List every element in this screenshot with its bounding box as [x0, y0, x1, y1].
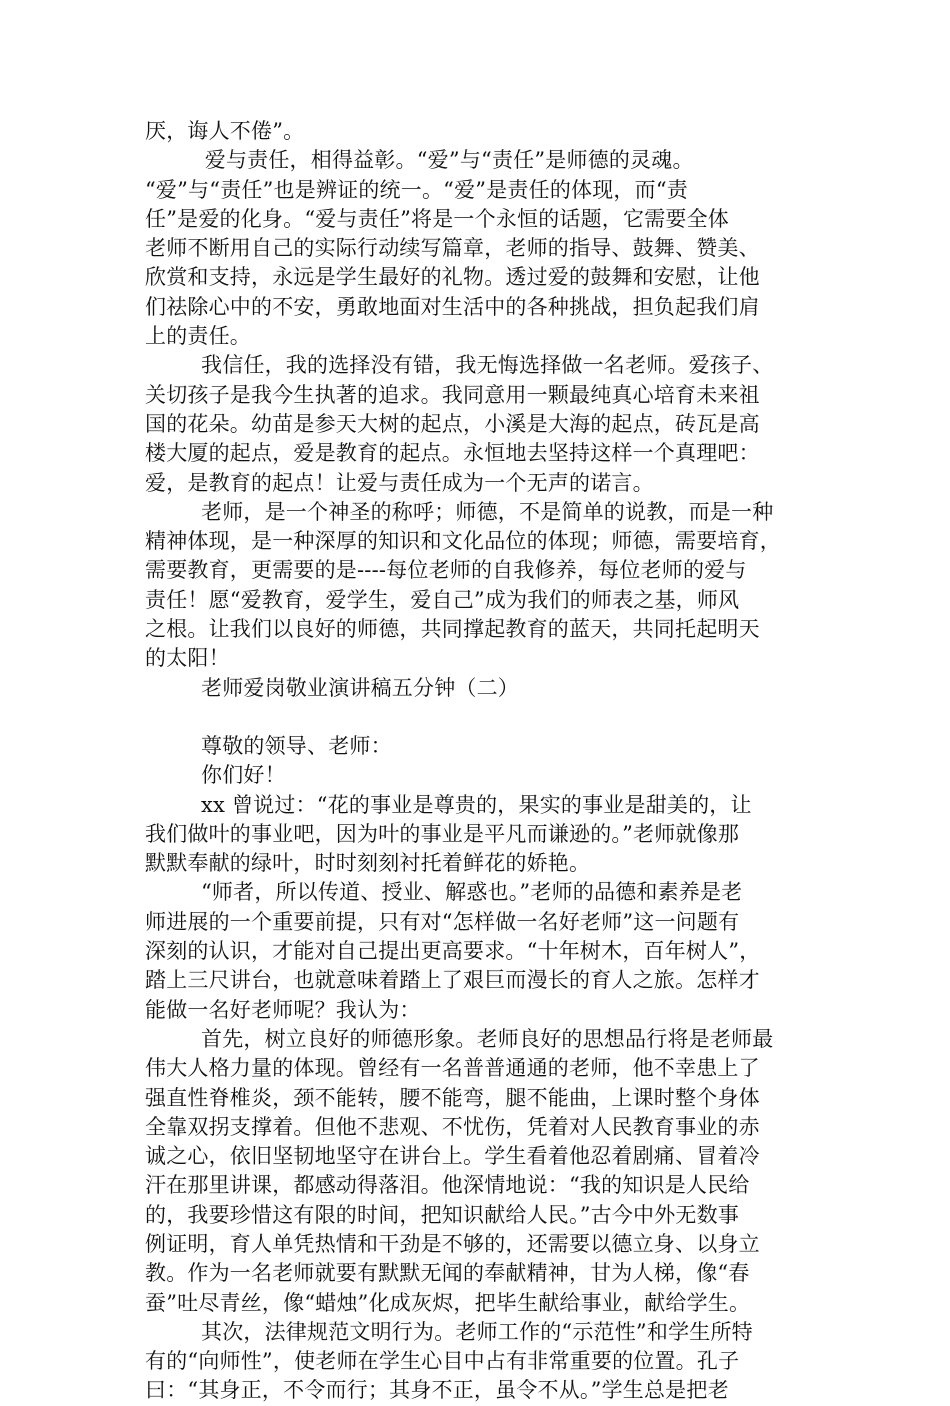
text-line: 曰：“其身正，不令而行；其身不正，虽令不从。”学生总是把老 [145, 1378, 729, 1403]
text-line: 关切孩子是我今生执著的追求。我同意用一颗最纯真心培育未来祖 [145, 382, 760, 407]
text-line: 首先，树立良好的师德形象。老师良好的思想品行将是老师最 [201, 1026, 774, 1051]
text-line: 我信任，我的选择没有错，我无悔选择做一名老师。爱孩子、 [201, 353, 774, 378]
text-line: 任”是爱的化身。“爱与责任”将是一个永恒的话题，它需要全体 [145, 206, 730, 231]
text-line: 教。作为一名老师就要有默默无闻的奉献精神，甘为人梯，像“春 [145, 1261, 750, 1286]
section-heading: 老师爱岗敬业演讲稿五分钟（二） [201, 675, 519, 700]
text-line: 需要教育，更需要的是----每位老师的自我修养，每位老师的爱与 [145, 558, 747, 583]
salutation: 尊敬的领导、老师： [201, 733, 392, 758]
text-line: 爱，是教育的起点！让爱与责任成为一个无声的诺言。 [145, 470, 654, 495]
text-line: 国的花朵。幼苗是参天大树的起点，小溪是大海的起点，砖瓦是高 [145, 411, 760, 436]
text-line: “师者，所以传道、授业、解惑也。”老师的品德和素养是老 [201, 880, 743, 905]
text-line: 伟大人格力量的体现。曾经有一名普普通通的老师，他不幸患上了 [145, 1056, 760, 1081]
text-line: 欣赏和支持，永远是学生最好的礼物。透过爱的鼓舞和安慰，让他 [145, 265, 760, 290]
text-line: xx 曾说过：“花的事业是尊贵的，果实的事业是甜美的，让 [201, 792, 752, 817]
text-line: 责任！愿“爱教育，爱学生，爱自己”成为我们的师表之基，师风 [145, 587, 740, 612]
text-line: 蚕”吐尽青丝，像“蜡烛”化成灰烬，把毕生献给事业，献给学生。 [145, 1290, 751, 1315]
text-line: 上的责任。 [145, 324, 251, 349]
text-line: 有的“向师性”，使老师在学生心目中占有非常重要的位置。孔子 [145, 1349, 740, 1374]
document-body [145, 117, 810, 1406]
text-line: 诚之心，依旧坚韧地坚守在讲台上。学生看着他忍着剧痛、冒着冷 [145, 1144, 760, 1169]
text-line: 厌，诲人不倦”。 [145, 119, 305, 143]
text-line: 其次，法律规范文明行为。老师工作的“示范性”和学生所特 [201, 1319, 753, 1344]
text-line: 老师，是一个神圣的称呼；师德，不是简单的说教，而是一种 [201, 499, 774, 524]
text-line: 爱与责任，相得益彰。“爱”与“责任”是师德的灵魂。 [191, 148, 694, 173]
text-line: 楼大厦的起点，爱是教育的起点。永恒地去坚持这样一个真理吧： [145, 441, 760, 466]
text-line: 精神体现，是一种深厚的知识和文化品位的体现；师德，需要培育， [145, 529, 781, 554]
text-line: 踏上三尺讲台，也就意味着踏上了艰巨而漫长的育人之旅。怎样才 [145, 968, 760, 993]
text-line: 例证明，育人单凭热情和干劲是不够的，还需要以德立身、以身立 [145, 1231, 760, 1256]
text-line: 默默奉献的绿叶，时时刻刻衬托着鲜花的娇艳。 [145, 851, 591, 876]
text-line: 们祛除心中的不安，勇敢地面对生活中的各种挑战，担负起我们肩 [145, 294, 760, 319]
blank-line [145, 703, 810, 732]
text-line: 的，我要珍惜这有限的时间，把知识献给人民。”古今中外无数事 [145, 1202, 740, 1227]
text-line: 我们做叶的事业吧，因为叶的事业是平凡而谦逊的。”老师就像那 [145, 821, 740, 846]
text-line: 的太阳！ [145, 646, 230, 671]
text-line: “爱”与“责任”也是辨证的统一。“爱”是责任的体现，而“责 [145, 177, 688, 202]
text-line: 之根。让我们以良好的师德，共同撑起教育的蓝天，共同托起明天 [145, 617, 760, 642]
greeting: 你们好！ [201, 763, 286, 788]
text-line: 汗在那里讲课，都感动得落泪。他深情地说：“我的知识是人民给 [145, 1173, 750, 1198]
text-line: 深刻的认识，才能对自己提出更高要求。“十年树木，百年树人”， [145, 939, 761, 964]
text-line: 强直性脊椎炎，颈不能转，腰不能弯，腿不能曲，上课时整个身体 [145, 1085, 760, 1110]
text-line: 师进展的一个重要前提，只有对“怎样做一名好老师”这一问题有 [145, 909, 740, 934]
text-line: 能做一名好老师呢？我认为： [145, 997, 421, 1022]
text-line: 全靠双拐支撑着。但他不悲观、不忧伤，凭着对人民教育事业的赤 [145, 1114, 760, 1139]
text-line: 老师不断用自己的实际行动续写篇章，老师的指导、鼓舞、赞美、 [145, 236, 760, 261]
